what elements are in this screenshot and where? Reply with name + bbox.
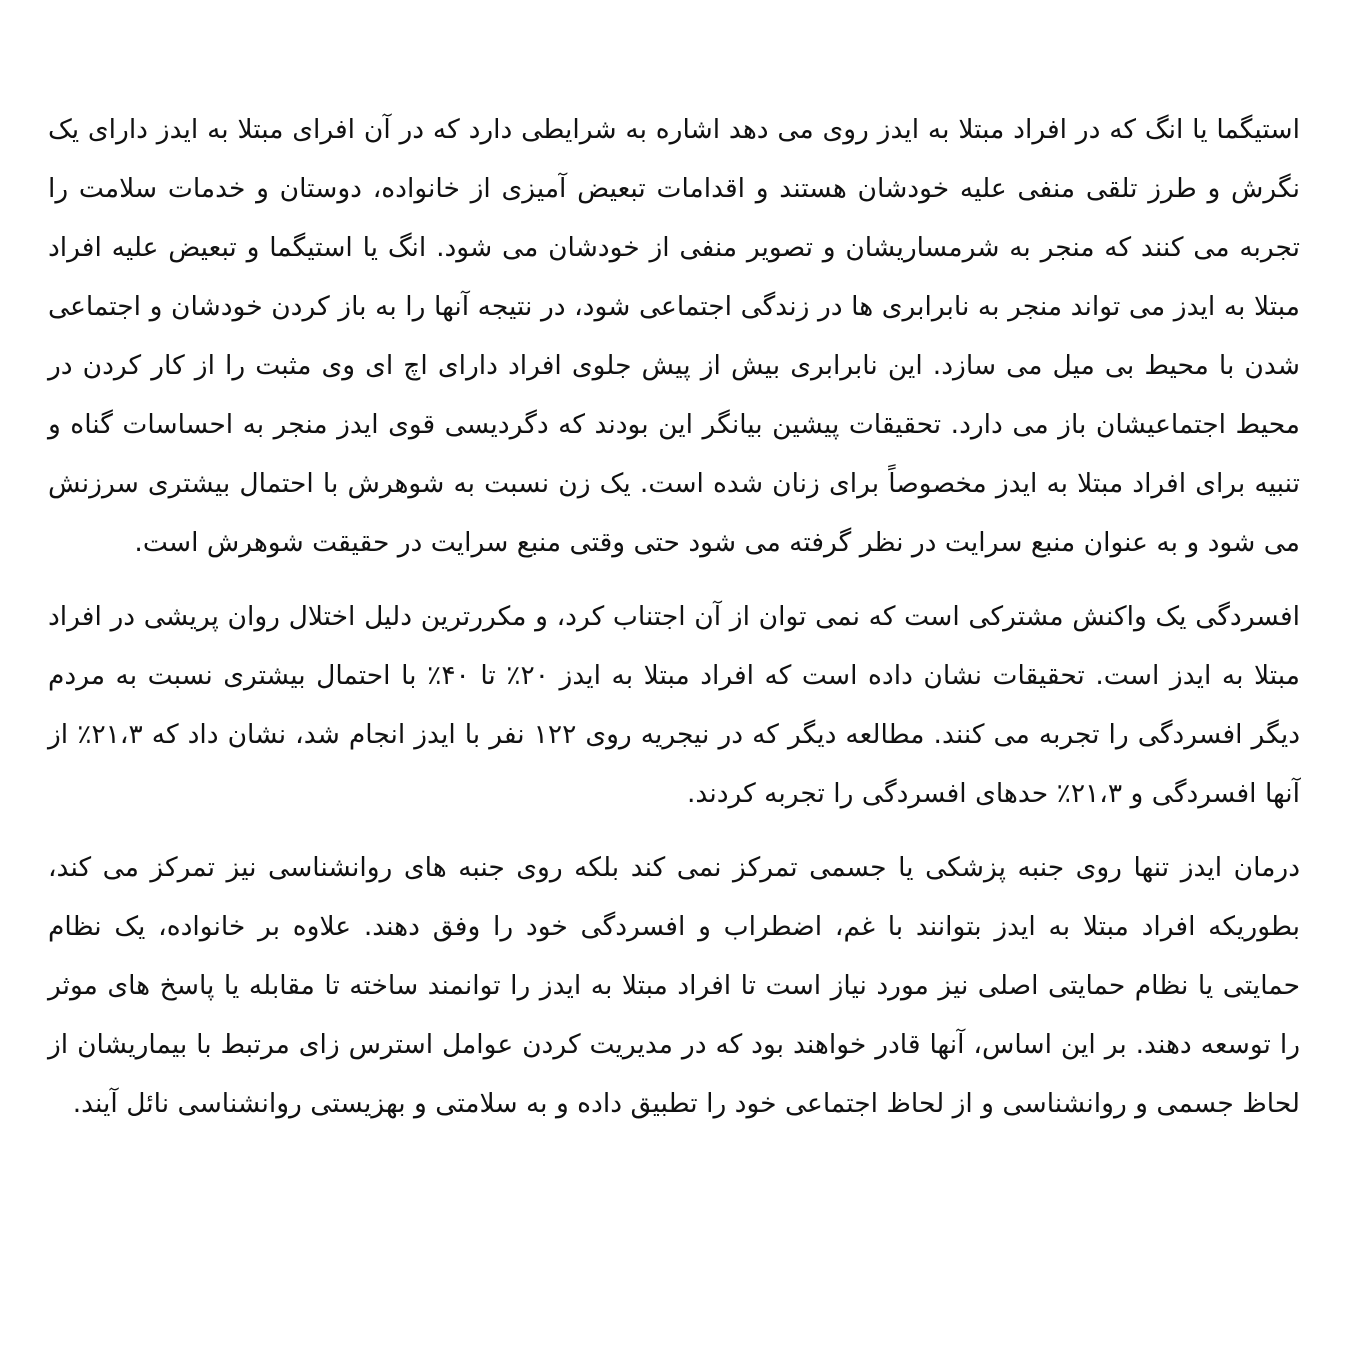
document-body bbox=[48, 100, 1300, 1133]
paragraph-stigma: استیگما یا انگ که در افراد مبتلا به ایدز روی می دهد اشاره به شرایطی دارد که در آن افرای مبتلا به ایدز دارای یک نگرش و طرز تلقی منفی علیه خودشان هستند و اقدامات تبعیض آمیزی از خانواده، دوستان و خدمات سلامت را تجربه می کنند که منجر به شرمساریشان و تصویر منفی از خودشان می شود. انگ یا استیگما و تبعیض علیه افراد مبتلا به ایدز می تواند منجر به نابرابری ها در زندگی اجتماعی شود، در نتیجه آنها را به باز کردن خودشان و اجتماعی شدن با محیط بی میل می سازد. این نابرابری بیش از پیش جلوی افراد دارای اچ ای وی مثبت را از کار کردن در محیط اجتماعیشان باز می دارد. تحقیقات پیشین بیانگر این بودند که دگردیسی قوی ایدز منجر به احساسات گناه و تنبیه برای افراد مبتلا به ایدز مخصوصاً برای زنان شده است. یک زن نسبت به شوهرش با احتمال بیشتری سرزنش می شود و به عنوان منبع سرایت در نظر گرفته می شود حتی وقتی منبع سرایت در حقیقت شوهرش است. bbox=[48, 114, 1300, 558]
paragraph-depression: افسردگی یک واکنش مشترکی است که نمی توان از آن اجتناب کرد، و مکررترین دلیل اختلال روان پریشی در افراد مبتلا به ایدز است. تحقیقات نشان داده است که افراد مبتلا به ایدز ۲۰٪ تا ۴۰٪ با احتمال بیشتری نسبت به مردم دیگر افسردگی را تجربه می کنند. مطالعه دیگر که در نیجریه روی ۱۲۲ نفر با ایدز انجام شد، نشان داد که ۲۱،۳٪ از آنها افسردگی و ۲۱،۳٪ حدهای افسردگی را تجربه کردند. bbox=[48, 601, 1300, 809]
paragraph-treatment: درمان ایدز تنها روی جنبه پزشکی یا جسمی تمرکز نمی کند بلکه روی جنبه های روانشناسی نیز تمرکز می کند، بطوریکه افراد مبتلا به ایدز بتوانند با غم، اضطراب و افسردگی خود را وفق دهند. علاوه بر خانواده، یک نظام حمایتی یا نظام حمایتی اصلی نیز مورد نیاز است تا افراد مبتلا به ایدز را توانمند ساخته تا مقابله یا پاسخ های موثر را توسعه دهند. بر این اساس، آنها قادر خواهند بود که در مدیریت کردن عوامل استرس زای مرتبط با بیماریشان از لحاظ جسمی و روانشناسی و از لحاظ اجتماعی خود را تطبیق داده و به سلامتی و بهزیستی روانشناسی نائل آیند. bbox=[48, 852, 1300, 1119]
